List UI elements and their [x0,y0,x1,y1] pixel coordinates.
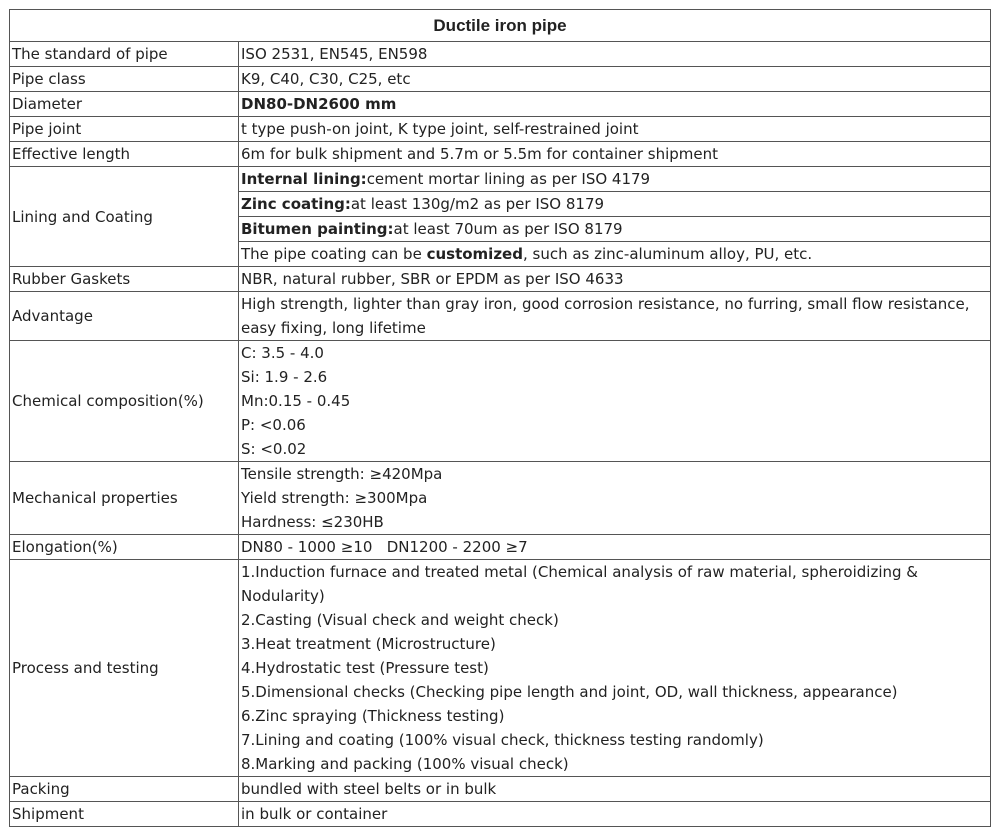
process-line: 4.Hydrostatic test (Pressure test) [241,659,489,677]
table-row-diameter [10,92,991,117]
process-line: 5.Dimensional checks (Checking pipe length and joint, OD, wall thickness, appearance) [241,683,898,701]
zinc-coating-line [239,192,990,217]
row-label: Advantage [10,292,239,341]
table-row-elongation [10,535,991,560]
row-label: Mechanical properties [10,462,239,535]
chemical-line: Mn:0.15 - 0.45 [241,392,351,410]
ductile-iron-pipe-table [9,9,991,827]
chemical-line: S: <0.02 [241,440,307,458]
row-label: Chemical composition(%) [10,341,239,462]
process-line: 6.Zinc spraying (Thickness testing) [241,707,505,725]
row-label: Shipment [10,802,239,827]
internal-lining-value: cement mortar lining as per ISO 4179 [366,170,651,188]
chemical-line: P: <0.06 [241,416,306,434]
mechanical-line: Yield strength: ≥300Mpa [241,489,428,507]
process-line: 1.Induction furnace and treated metal (Chemical analysis of raw material, spheroidizing & Nodularity) [241,563,918,605]
mechanical-line: Hardness: ≤230HB [241,513,384,531]
row-label: Effective length [10,142,239,167]
process-line: 2.Casting (Visual check and weight check) [241,611,559,629]
process-line: 7.Lining and coating (100% visual check, thickness testing randomly) [241,731,764,749]
row-label: Diameter [10,92,239,117]
row-value [239,167,991,267]
row-label: The standard of pipe [10,42,239,67]
table-row-packing [10,777,991,802]
process-line: 8.Marking and packing (100% visual check) [241,755,569,773]
table-title: Ductile iron pipe [10,10,991,42]
table-title-row [10,10,991,42]
table-row-advantage [10,292,991,341]
row-value: DN80 - 1000 ≥10 DN1200 - 2200 ≥7 [239,535,991,560]
table-row-effective-length [10,142,991,167]
table-row-mechanical [10,462,991,535]
row-label: Packing [10,777,239,802]
zinc-coating-key: Zinc coating: [241,195,351,213]
zinc-coating-value: at least 130g/m2 as per ISO 8179 [350,195,605,213]
row-value [239,560,991,777]
mechanical-line: Tensile strength: ≥420Mpa [241,465,443,483]
row-value: NBR, natural rubber, SBR or EPDM as per ISO 4633 [239,267,991,292]
table-row-pipe-joint [10,117,991,142]
row-label: Rubber Gaskets [10,267,239,292]
row-value: 6m for bulk shipment and 5.7m or 5.5m for container shipment [239,142,991,167]
chemical-line: Si: 1.9 - 2.6 [241,368,328,386]
table-row-shipment [10,802,991,827]
internal-lining-key: Internal lining: [241,170,367,188]
row-value [239,292,991,341]
bitumen-painting-line [239,217,990,242]
table-row-rubber-gaskets [10,267,991,292]
row-value: in bulk or container [239,802,991,827]
table-row-pipe-class [10,67,991,92]
table-row-lining-coating [10,167,991,267]
custom-coating-line [239,242,990,266]
row-value: K9, C40, C30, C25, etc [239,67,991,92]
row-label: Process and testing [10,560,239,777]
row-value: t type push-on joint, K type joint, self-restrained joint [239,117,991,142]
table-row-process [10,560,991,777]
row-label: Elongation(%) [10,535,239,560]
row-label: Pipe joint [10,117,239,142]
row-label: Pipe class [10,67,239,92]
custom-coating-prefix: The pipe coating can be [241,245,427,263]
row-value: DN80-DN2600 mm [239,92,991,117]
bitumen-painting-value: at least 70um as per ISO 8179 [393,220,623,238]
process-line: 3.Heat treatment (Microstructure) [241,635,496,653]
custom-coating-suffix: , such as zinc-aluminum alloy, PU, etc. [522,245,813,263]
row-label: Lining and Coating [10,167,239,267]
row-value [239,462,991,535]
table-row-chemical [10,341,991,462]
row-value: ISO 2531, EN545, EN598 [239,42,991,67]
row-value: bundled with steel belts or in bulk [239,777,991,802]
spec-sheet [9,9,990,827]
row-value [239,341,991,462]
internal-lining-line [239,167,990,192]
custom-coating-bold: customized [426,245,523,263]
advantage-text: High strength, lighter than gray iron, good corrosion resistance, no furring, small flow resistance, easy fixing, long lifetime [241,295,970,337]
bitumen-painting-key: Bitumen painting: [241,220,394,238]
chemical-line: C: 3.5 - 4.0 [241,344,324,362]
table-row-standard [10,42,991,67]
